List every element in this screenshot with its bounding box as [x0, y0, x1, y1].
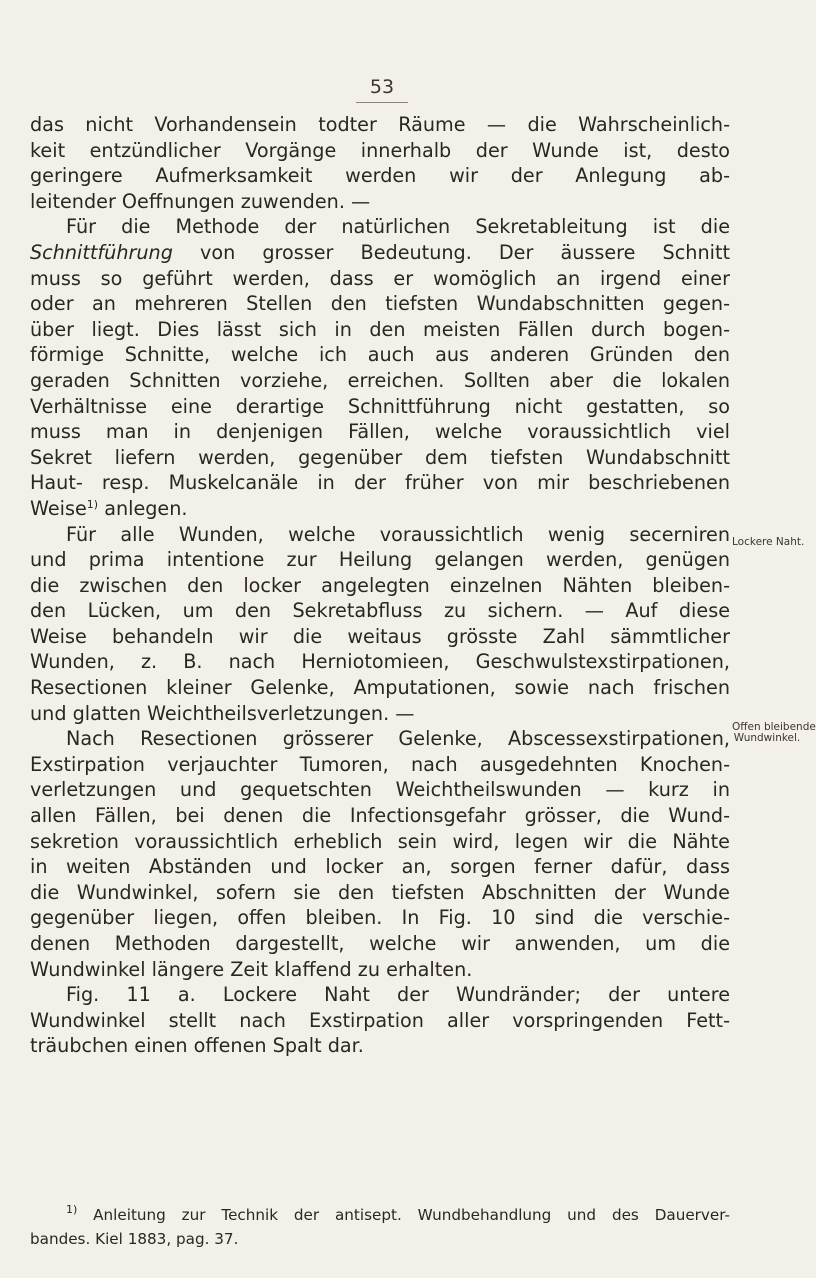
text-line: Wunden, z. B. nach Herniotomieen, Geschwulstexstirpationen, — [30, 650, 730, 674]
text-line: oder an mehreren Stellen den tiefsten Wundabschnitten gegen- — [30, 292, 730, 316]
text-line: förmige Schnitte, welche ich auch aus anderen Gründen den — [30, 343, 730, 367]
text-line: Für die Methode der natürlichen Sekretableitung ist die — [66, 215, 730, 239]
text-line: Wundwinkel stellt nach Exstirpation aller vorspringenden Fett- — [30, 1008, 730, 1032]
text-line: gegenüber liegen, offen bleiben. In Fig. 10 sind die verschie- — [30, 906, 730, 930]
text-line: Für alle Wunden, welche voraussichtlich wenig secerniren — [66, 522, 730, 546]
page-number: 53 — [369, 76, 395, 98]
footnote-line — [30, 1203, 730, 1227]
text-line: das nicht Vorhandensein todter Räume — die Wahrscheinlich- — [30, 113, 730, 136]
text-line: und prima intentione zur Heilung gelangen werden, genügen — [30, 548, 730, 572]
emphasis-word: Schnittführung — [30, 240, 173, 264]
text-line: die Wundwinkel, sofern sie den tiefsten Abschnitten der Wunde — [30, 880, 730, 904]
text-line — [30, 496, 730, 522]
text-line: den Lücken, um den Sekretabfluss zu sichern. — Auf diese — [30, 599, 730, 623]
text-line: muss man in denjenigen Fällen, welche voraussichtlich viel — [30, 420, 730, 444]
footnote-text: Anleitung zur Technik der antisept. Wundbehandlung und des Dauerver- — [93, 1206, 731, 1224]
text-line: leitender Oeffnungen zuwenden. — — [30, 189, 371, 213]
text-fragment: von grosser Bedeutung. Der äussere Schnitt — [200, 240, 730, 264]
text-line: Sekret liefern werden, gegenüber dem tiefsten Wundabschnitt — [30, 445, 730, 469]
body-text — [30, 112, 730, 1059]
text-line: Haut- resp. Muskelcanäle in der früher von mir beschriebenen — [30, 471, 730, 495]
margin-note-line: Wundwinkel. — [733, 732, 801, 744]
page-number-rule — [356, 102, 408, 103]
text-line: Resectionen kleiner Gelenke, Amputationen, sowie nach frischen — [30, 676, 730, 700]
text-line: allen Fällen, bei denen die Infectionsgefahr grösser, die Wund- — [30, 804, 730, 828]
text-line: Weise behandeln wir die weitaus grösste Zahl sämmtlicher — [30, 624, 730, 648]
text-line: muss so geführt werden, dass er womöglich an irgend einer — [30, 266, 730, 290]
text-line: geraden Schnitten vorziehe, erreichen. Sollten aber die lokalen — [30, 368, 730, 392]
footnote-marker: 1) — [66, 1203, 78, 1216]
footnote-line: bandes. Kiel 1883, pag. 37. — [30, 1230, 239, 1248]
text-line: Nach Resectionen grösserer Gelenke, Abscessexstirpationen, — [66, 727, 730, 751]
margin-note-line: Offen bleibende — [732, 721, 816, 733]
text-line: in weiten Abständen und locker an, sorgen ferner dafür, dass — [30, 855, 730, 879]
text-fragment: Weise — [30, 496, 87, 520]
text-line: über liegt. Dies lässt sich in den meisten Fällen durch bogen- — [30, 317, 730, 341]
text-line: träubchen einen offenen Spalt dar. — [30, 1034, 364, 1058]
text-line: denen Methoden dargestellt, welche wir anwenden, um die — [30, 932, 730, 955]
footnote-ref: 1) — [86, 497, 99, 511]
margin-note-offen-bleibende — [732, 721, 816, 744]
text-line: Wundwinkel längere Zeit klaffend zu erhalten. — [30, 957, 473, 981]
text-line — [30, 240, 730, 266]
text-line: Fig. 11 a. Lockere Naht der Wundränder; der untere — [66, 983, 730, 1007]
margin-note-lockere-naht: Lockere Naht. — [732, 536, 805, 548]
text-line: verletzungen und gequetschten Weichtheilswunden — kurz in — [30, 778, 730, 802]
text-line: geringere Aufmerksamkeit werden wir der Anlegung ab- — [30, 164, 730, 188]
text-line: und glatten Weichtheilsverletzungen. — — [30, 701, 415, 725]
text-line: sekretion voraussichtlich erheblich sein wird, legen wir die Nähte — [30, 829, 730, 853]
text-fragment: anlegen. — [104, 496, 188, 520]
text-line: keit entzündlicher Vorgänge innerhalb der Wunde ist, desto — [30, 138, 730, 162]
text-line: Verhältnisse eine derartige Schnittführung nicht gestatten, so — [30, 394, 730, 418]
text-line: die zwischen den locker angelegten einzelnen Nähten bleiben- — [30, 573, 730, 597]
footnote — [30, 1203, 730, 1251]
text-line: Exstirpation verjauchter Tumoren, nach ausgedehnten Knochen- — [30, 752, 730, 776]
